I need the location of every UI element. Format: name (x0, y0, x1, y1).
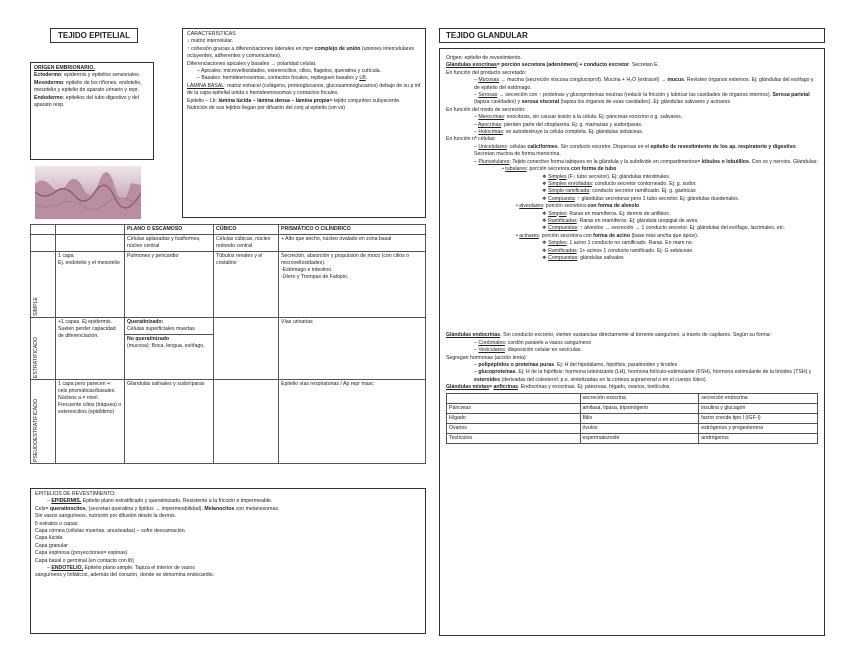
table-header-prismatico: PRISMÁTICO O CILÍNDRICO (279, 225, 426, 235)
tub-item: ❖ Simples enrolladas: conducto secretor contorneado. Ej: g. sudor. (542, 180, 697, 187)
gl-gluco: – glucoproteínas. Ej: H de la hipófisis: hormona luteinizante (LH), hormona folículo-estimulante (FSH), hormona estimulante de la tiroides (TSH) y esteroides (derivadas del colesterol; p.e. sintetizadas en la corteza suprarrenal o en el cuerpo lúteo). (474, 369, 812, 383)
table-cell: Vías urinarias (279, 318, 426, 380)
table-shape-row (31, 235, 426, 252)
row-label-cell (31, 318, 56, 380)
right-title: TEJIDO GLANDULAR (439, 28, 825, 43)
gl-alveolares: • alveolares: porción secretora con forma de alveolo (516, 203, 640, 210)
gl-pluri: – Pluricelulares: Tejido conectivo forma tabiques en la glándula y la subdivide en compartimentos= lóbulos o lobulillos. Con vs y nervios. Glándulas: (474, 158, 818, 165)
origin-ecto: Ectodermo: epidermis y epitelios sensoriales. (34, 72, 141, 79)
row-label-cell (31, 380, 56, 464)
table-cell: 1 capa Ej. endotelio y el mesotelio (56, 252, 125, 318)
char-nutri: Nutrición de sus tejidos llegan por difusión del conj al epitelio (sin vs) (187, 105, 346, 112)
table-cell: Pulmones y pericardio (125, 252, 214, 318)
table-header-cell (56, 225, 125, 235)
table-header-row (31, 225, 426, 235)
table-cell: Células cúbicas, núcleo redondo central (214, 235, 279, 252)
row-label-stratified: ESTRATIFICADO (33, 336, 39, 378)
char-basal: – Basales: hemidesmosomas, contactos focales, repliegues basales y LB. (197, 75, 368, 82)
gl-cord: – Cordonales: cordón paralelo a vasos sanguíneos (474, 339, 592, 346)
mix-cell: andrógenos (699, 433, 818, 443)
tub-item: ❖ Simples (F↓ tubo secretor). Ej: glándulas intestinales. (542, 173, 671, 180)
char-epi: Epitelio – Lb: lámina lúcida – lámina densa – lámina propia= tejido conjuntivo subyacente. (187, 97, 401, 104)
row-label-simple: SIMPLE (33, 296, 39, 316)
mix-header-cell: secreción endocrina (699, 393, 818, 403)
mix-header-row (447, 393, 818, 403)
layer-item: Capa córnea (células muertas, anucleadas) – sufre descamación. (35, 528, 187, 535)
gl-apo: – Apocrinas: pierden parte del citoplasma. Ej: g. mamarias y sudoríparas. (474, 121, 643, 128)
char-l1: ↓ matriz intercelular. (187, 38, 234, 45)
gl-mero: – Merocrinas: exocitosis, sin causar lesión a la célula. Ej: páncreas exocrino o g. salivares. (474, 114, 683, 121)
char-l3: Diferenciaciones apicales y basales → polaridad celular. (187, 60, 317, 67)
mix-header-cell (447, 393, 581, 403)
gl-ves: – Vesiculares: disposición celular en vesículas. (474, 347, 582, 354)
table-header-plano: PLANO O ESCAMOSO (125, 225, 214, 235)
alv-item: ❖ Ramificadas: Raras en mamíferos. Ej: glándula uropigial de aves. (542, 217, 699, 224)
gl-uni: – Unicelulares: células caliciformes. Sin conducto excretor. Dispersas en el epitelio de revestimiento de los ap. respiratorio y digestivo. Secretan mucina de forma merocrina. (474, 143, 797, 158)
gl-serosas: – Serosas → secreción con ↑ proteínas y glucoproteínas neutras (reducir la fricción y lubricar las cavidades de órganos internos). Serosa parietal (tapiza cavidades) y serosa visceral (tapiza los órganos de esas cavidades). Ej: glándulas salivares y acinares (474, 92, 810, 106)
table-cell: +1 capas. Ej epidermis. Suelen perder capacidad de diferenciación. (56, 318, 125, 380)
table-cell: Glándulas salivales y sudoríparas (125, 380, 214, 464)
aci-item: ❖ Simples: 1 acino 1 conducto no ramificado. Raras. En mam no. (542, 240, 694, 247)
tub-item: ❖ Simple ramificada: conducto secretor ramificado. Ej: g. gástricas (542, 188, 696, 195)
lining-l3: Sin vasos sanguíneos, nutrición por difusión desde la dermis. (35, 513, 177, 520)
row-label-cell (31, 252, 56, 318)
glandular-box (439, 48, 825, 636)
mix-row (447, 403, 818, 413)
spacer (446, 262, 818, 332)
layer-item: Capa lúcida (35, 535, 63, 542)
keratinized-sub: Queratinizado: Células superficiales muertas (125, 318, 213, 335)
table-cell: Secreción, absorción y propulsión de moco (con cilios o microvellosidades). -Estómago e intestino. -Útero y Trompas de Falopio. (279, 252, 426, 318)
char-heading: CARACTERÍSTICAS (187, 31, 236, 37)
layer-item: Capa espinosa (proyecciones= espinas) (35, 550, 128, 557)
gl-origen: Origen: epitelio de revestimiento. (446, 55, 522, 61)
aci-item: ❖ Ramificadas: 1+ acinos 1 conducto ramificado. Ej: G sebáceas (542, 247, 693, 254)
gl-mix: Glándulas mixtas= anfícrinas. Endocrinas y exocrinas. Ej: páncreas, hígado, ovarios, testículos. (446, 384, 671, 391)
table-header-cubico: CÚBICO (214, 225, 279, 235)
gl-holo: – Holocrinas: se autodestruye la célula completa. Ej: glándulas sebáceas. (474, 129, 644, 136)
mix-cell: Bilis (580, 413, 699, 423)
table-cell: Epitelio vías respiratorias / Ap repr masc (279, 380, 426, 464)
mix-cell: Hígado (447, 413, 581, 423)
layer-item: Capa basal o germinal (en contacto con lb) (35, 557, 134, 564)
mixed-gland-table (446, 393, 818, 444)
gl-tubulares: • tubulares: porción secretora con forma de tubo (502, 166, 617, 173)
mix-row (447, 423, 818, 433)
gl-exo: Glándulas exocrinas= porción secretora (adenómero) + conducto excretor. Secretan E. (446, 62, 660, 69)
table-cell-split (125, 318, 214, 380)
mix-cell: Testículos (447, 433, 581, 443)
char-apical: – Apicales: microvellosidades, estereocilios, cilios, flagelos, queratina y cutícula. (197, 68, 381, 75)
gl-fm: En función del modo de secreción: (446, 106, 526, 113)
epithelium-table (30, 224, 426, 464)
char-l2: ↑ cohesión gracias a diferenciaciones laterales en mp= complejo de unión (uniones intercelulares ocluyentes, adherentes y comunicantes). (187, 45, 415, 60)
alv-item: ❖ Compuestas: ↑ alveolos → secreción → 1 conducto secretor. Ej: glándulas del esófago, lacrimales, etc. (542, 225, 786, 232)
lining-epidermis: – EPIDERMIS. Epitelio plano estratificado y queratinizado. Resistente a la fricción e impermeable. (47, 498, 273, 505)
tub-item: ❖ Compuesta: ↑ glándulas secretoras pero 1 tubo secretor. Ej: glándulas duodenales. (542, 195, 740, 202)
lining-endotelio: – ENDOTELIO. Epitelio plano simple. Tapiza el interior de vasos (47, 565, 195, 572)
gl-horm: Segregan hormonas (acción lenta): (446, 354, 528, 361)
lining-cells: Cels= queratinocitos, (secretan queratina y lípidos → impermeabilidad). Melanocitos con melanosomas. (35, 505, 280, 512)
gl-poli: – polipéptidos o proteínas puras. Ej: H del hipotálamo, hipófisis, paratiroides y tiroides (474, 362, 678, 368)
table-cell: 1 capa pero parecen +: cels prismáticas/basales. Núcleos a ≠ nivel. Frecuente cilios (tráquea) o estereocilios (epidídimo) (56, 380, 125, 464)
lining-box (30, 488, 426, 634)
mix-cell: Ovarios (447, 423, 581, 433)
table-cell (214, 318, 279, 380)
lining-l6: sanguíneos y linfáticos, además del corazón, donde se denomina endocardio. (35, 572, 215, 579)
gl-fc: En función nº células: (446, 136, 496, 143)
gl-mucosas: – Mucosas → mucina (secreción viscosa conglucoprot). Mucina + H₂O (extracel) → mucus. Revisten órganos externos. Ej: glándulas del esófago y de epitelio del estómago. (474, 77, 814, 91)
characteristics-box (182, 28, 426, 218)
table-row-simple (31, 252, 426, 318)
mix-cell: insulina y glucagón (699, 403, 818, 413)
mix-header-cell: secreción exocrina (580, 393, 699, 403)
mix-cell: óvulos (580, 423, 699, 433)
table-cell (56, 235, 125, 252)
mix-cell: factor crecde tipo I (IGF-I) (699, 413, 818, 423)
origin-endo: Endodermo: epitelios del tubo digestivo y del aparato resp. (34, 94, 139, 109)
mix-cell: amilasa, lipasa, tripsinógeno (580, 403, 699, 413)
mix-row (447, 413, 818, 423)
lining-heading: EPITELIOS DE REVESTIMIENTO: (35, 491, 116, 497)
gl-acinares: • acinares: porción secretora con forma de acino (base más ancha que ápice). (516, 232, 699, 239)
origin-box (30, 62, 154, 160)
table-cell: Células aplanadas y fusiformes, núcleo central (125, 235, 214, 252)
table-cell (31, 235, 56, 252)
table-row-pseudo (31, 380, 426, 464)
gl-endo: Glándulas endocrinas. Sin conducto excretor, vierten sustancias directamente al torrente sanguíneo, a través de capilares. Según su forma: (446, 332, 771, 339)
origin-heading: ORIGEN EMBRIONARIO. (34, 65, 95, 71)
mix-row (447, 433, 818, 443)
origin-meso: Mesodermo: epitelio de los riñones, endotelio, mesotelio y epitelio de aparato urinario y repr. (34, 79, 142, 94)
gl-fp: En función del producto secretado: (446, 69, 527, 76)
table-header-cell (31, 225, 56, 235)
mix-cell: Páncreas (447, 403, 581, 413)
table-cell: Túbulos renales y el cristalino (214, 252, 279, 318)
table-row-stratified (31, 318, 426, 380)
layer-item: Capa granular (35, 542, 68, 549)
aci-item: ❖ Compuestas: glándulas salivales (542, 254, 624, 261)
epithelium-micrograph (35, 166, 141, 219)
mix-cell: espermatozoide (580, 433, 699, 443)
alv-item: ❖ Simples: Raras en mamíferos. Ej: dermis de anfibios. (542, 210, 671, 217)
row-label-pseudo: PSEUDOESTRATIFICADO (33, 398, 39, 462)
left-title: TEJIDO EPITELIAL (50, 28, 138, 43)
mix-cell: estrógenos y progesterona (699, 423, 818, 433)
table-cell: + Alto que ancho, núcleo ovalado en zona basal (279, 235, 426, 252)
nonkeratinized-sub: No queratinizado (mucosa): Boca, lengua, esófago, (127, 336, 205, 349)
lining-l4: 5 estratos o capas: (35, 520, 79, 527)
char-lb: LÁMINA BASAL: matriz extracel (colágeno, proteoglucanos, glucosaminoglucanos) debajo de su p inf de la capa epitelial unida x hemidesmosomas y contactos focales. (187, 82, 421, 97)
table-cell (214, 380, 279, 464)
